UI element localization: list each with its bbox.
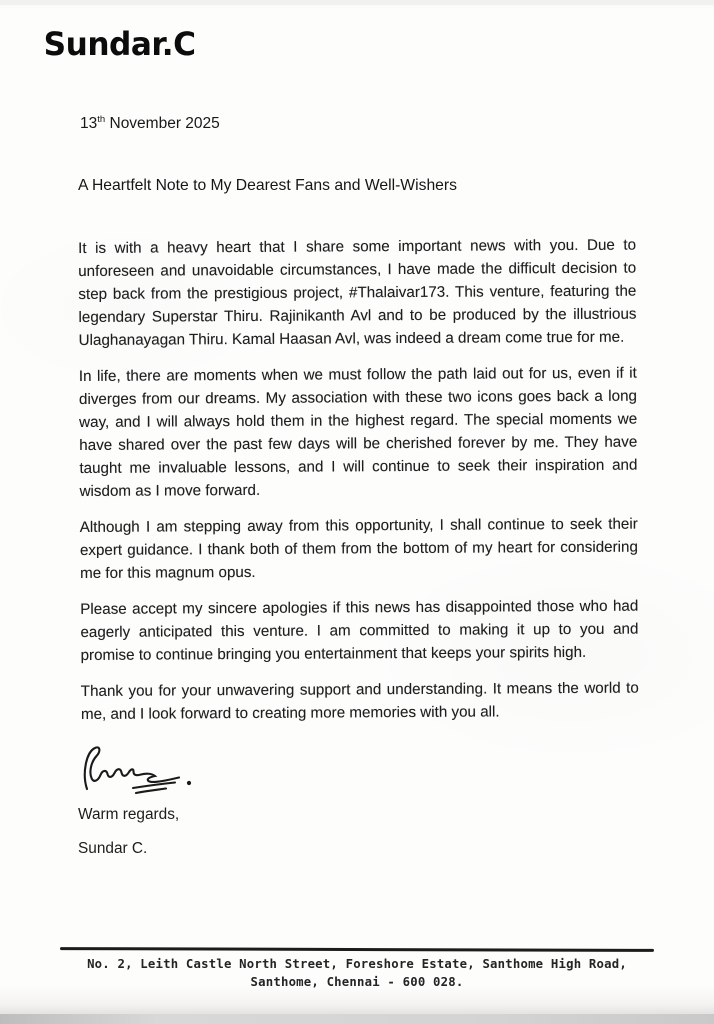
- letter-footer: [0, 948, 714, 991]
- closing-text: Warm regards,: [78, 806, 180, 823]
- paragraph-2: In life, there are moments when we must follow the path laid out for us, even if it diverges from our dreams. My association with these two icons goes back a long way, and I will always hold them in the highest regard. The special moments we have shared over the past few days will be cherished forever by me. They have taught me invaluable lessons, and I will continue to seek their inspiration and wisdom as I move forward.: [78, 364, 638, 500]
- paragraph-3: Although I am stepping away from this opportunity, I shall continue to seek their expert guidance. I thank both of them from the bottom of my heart for considering me for this magnum opus.: [79, 515, 638, 582]
- letter-paragraphs: [78, 234, 639, 726]
- letter-subject: A Heartfelt Note to My Dearest Fans and Well-Wishers: [78, 177, 457, 194]
- date-rest: November 2025: [105, 115, 220, 132]
- signatory-name: Sundar C.: [78, 840, 148, 857]
- letterhead-logo: Sundar.C: [43, 25, 196, 64]
- footer-divider: [60, 947, 654, 952]
- paragraph-1: It is with a heavy heart that I share some important news with you. Due to unforeseen and unavoidable circumstances, I have made the difficult decision to step back from the prestigious project, #Thalaivar173. This venture, featuring the legendary Superstar Thiru. Rajinikanth Avl and to be produced by the illustrious Ulaghanayagan Thiru. Kamal Haasan Avl, was indeed a dream come true for me.: [78, 236, 637, 349]
- letter-body: [78, 113, 639, 860]
- date-ordinal: th: [97, 113, 106, 125]
- scan-edge-bottom: [0, 1014, 714, 1024]
- address-line-1: No. 2, Leith Castle North Street, Foreshore Estate, Santhome High Road,: [87, 957, 627, 971]
- date-day: 13: [80, 115, 98, 132]
- paragraph-5: Thank you for your unwavering support and understanding. It means the world to me, and I look forward to creating more memories with you all.: [80, 679, 639, 723]
- paragraph-4: Please accept my sincere apologies if this news has disappointed those who had eagerly anticipated this venture. I am committed to making it up to you and promise to continue bringing you entertainment that keeps your spirits high.: [80, 597, 639, 664]
- address-line-2: Santhome, Chennai - 600 028.: [250, 974, 464, 989]
- letter-date: [80, 115, 636, 133]
- signature-icon: [76, 742, 201, 797]
- signature-block: [78, 742, 636, 860]
